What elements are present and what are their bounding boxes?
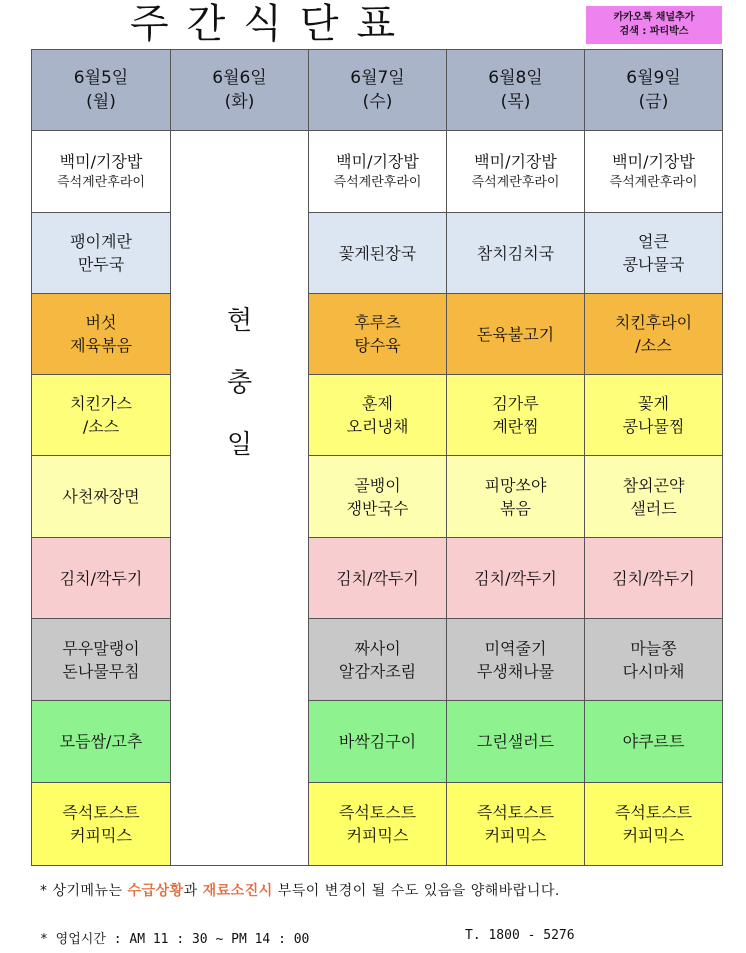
notice-mid: 과 [183,883,203,899]
day-header [447,50,585,131]
menu-cell [32,701,171,783]
menu-item: 김치/깍두기 [612,568,695,588]
menu-item: 꽃게된장국 [338,243,417,263]
menu-item: 꽃게 [638,394,669,413]
business-info [40,928,575,947]
day-of-week: (금) [638,92,669,112]
menu-cell [32,131,171,213]
menu-cell [32,783,171,866]
day-date: 6월8일 [488,68,543,88]
menu-row [32,131,723,213]
menu-cell [32,619,171,701]
menu-row [32,701,723,783]
menu-item: 짜사이 [354,638,401,658]
menu-item: /소스 [635,336,672,355]
menu-item: 사천짜장면 [62,487,140,506]
menu-item: 볶음 [500,498,531,518]
menu-cell [309,783,447,866]
menu-item: 즉석토스트 [338,803,417,822]
menu-item: 김치/깍두기 [59,568,143,588]
menu-cell [447,701,585,783]
menu-item: 마늘쫑 [630,638,677,658]
day-date: 6월6일 [212,68,267,88]
menu-item: 참치김치국 [476,243,555,263]
menu-item: /소스 [82,417,120,436]
menu-item: 바싹김구이 [338,732,417,751]
menu-cell [32,538,171,619]
menu-cell [447,619,585,701]
menu-item: 미역줄기 [484,638,547,658]
menu-item: 팽이계란 [70,232,132,251]
menu-item: 쟁반국수 [346,498,409,518]
day-header [585,50,723,131]
menu-cell [309,131,447,213]
menu-item: 샐러드 [630,498,677,518]
menu-item: 야쿠르트 [622,732,685,751]
day-of-week: (수) [362,92,393,112]
notice-text [40,880,560,900]
menu-item: 알감자조림 [338,661,417,681]
notice-suffix: 부득이 변경이 될 수도 있음을 양해바랍니다. [272,883,560,899]
menu-item: 치킨가스 [70,394,132,413]
menu-item: 김가루 [492,394,539,413]
menu-item: 김치/깍두기 [336,568,419,588]
menu-item: 그린샐러드 [476,732,555,751]
menu-item: 후루츠 [354,313,401,332]
menu-cell [447,783,585,866]
menu-cell [585,131,723,213]
menu-cell [447,213,585,294]
menu-cell [585,294,723,375]
day-date: 6월9일 [626,68,681,88]
kakao-note-line: 카카오톡 채널추가 [613,12,695,23]
menu-cell [32,375,171,456]
notice-highlight: 재료소진시 [202,883,273,899]
menu-cell [309,619,447,701]
day-header [309,50,447,131]
menu-item: 탕수육 [354,336,401,355]
day-date: 6월5일 [73,68,129,88]
menu-cell [32,294,171,375]
weekly-menu-table [31,49,723,866]
menu-row [32,619,723,701]
menu-item: 피망쏘야 [484,475,547,495]
menu-row [32,213,723,294]
menu-cell [447,294,585,375]
menu-item: 만두국 [77,255,125,274]
menu-item: 제육볶음 [70,336,132,355]
menu-cell [585,619,723,701]
menu-cell [585,783,723,866]
menu-item: 커피믹스 [484,826,547,845]
holiday-char: 일 [226,430,253,460]
phone-number: T. 1800 - 5276 [465,928,575,943]
kakao-note-line: 검색 : 파티박스 [619,26,689,37]
menu-cell [447,538,585,619]
menu-item: 커피믹스 [346,826,409,845]
day-date: 6월7일 [350,68,405,88]
day-header [171,50,309,131]
menu-item: 즉석계란후라이 [57,175,145,190]
menu-item: 즉석토스트 [476,803,555,822]
menu-cell [585,701,723,783]
menu-cell [447,131,585,213]
menu-cell [585,456,723,538]
menu-cell [309,456,447,538]
menu-cell [309,294,447,375]
kakao-channel-note [586,6,722,44]
menu-item: 오리냉채 [346,417,409,436]
menu-item: 즉석계란후라이 [609,175,698,190]
menu-item: 돈육불고기 [476,324,555,344]
menu-item: 백미/기장밥 [474,152,557,171]
menu-item: 무우말랭이 [62,638,140,658]
menu-item: 백미/기장밥 [612,152,695,171]
menu-item: 콩나물국 [622,255,685,274]
menu-cell [309,538,447,619]
menu-cell [447,375,585,456]
menu-item: 치킨후라이 [614,313,693,332]
menu-cell [585,375,723,456]
menu-item: 참외곤약 [622,475,685,495]
notice-highlight: 수급상황 [127,883,184,899]
menu-item: 버섯 [85,313,117,332]
menu-item: 커피믹스 [622,826,685,845]
menu-cell [447,456,585,538]
menu-cell [309,375,447,456]
menu-item: 콩나물찜 [622,417,685,436]
menu-item: 무생채나물 [476,661,555,681]
menu-item: 다시마채 [622,661,685,681]
menu-cell [32,213,171,294]
menu-item: 계란찜 [492,417,539,436]
menu-row [32,783,723,866]
menu-table-body [32,50,723,866]
menu-item: 즉석토스트 [614,803,693,822]
menu-item: 얼큰 [638,232,669,251]
business-hours: * 영업시간 : AM 11 : 30 ~ PM 14 : 00 [40,932,310,947]
menu-row [32,294,723,375]
menu-cell [309,701,447,783]
day-of-week: (월) [86,92,116,112]
page-title: 주간식단표 [130,1,414,47]
menu-cell [32,456,171,538]
menu-row [32,538,723,619]
notice-prefix: * 상기메뉴는 [40,883,128,899]
menu-item: 백미/기장밥 [59,152,143,171]
menu-item: 돈나물무침 [62,661,140,681]
day-header [32,50,171,131]
menu-cell [585,213,723,294]
menu-item: 즉석토스트 [62,803,140,822]
menu-cell [309,213,447,294]
menu-cell [585,538,723,619]
menu-row [32,375,723,456]
menu-item: 즉석계란후라이 [471,175,560,190]
menu-item: 모듬쌈/고추 [59,732,143,751]
holiday-cell [171,131,309,866]
menu-row [32,456,723,538]
menu-item: 골뱅이 [354,475,401,495]
menu-item: 김치/깍두기 [474,568,557,588]
menu-item: 훈제 [362,394,393,413]
menu-item: 백미/기장밥 [336,152,419,171]
menu-item: 커피믹스 [70,826,132,845]
menu-item: 즉석계란후라이 [333,175,422,190]
day-header-row [32,50,723,131]
holiday-char: 현 [226,306,253,336]
day-of-week: (화) [224,92,255,112]
day-of-week: (목) [500,92,531,112]
holiday-char: 충 [226,368,253,398]
